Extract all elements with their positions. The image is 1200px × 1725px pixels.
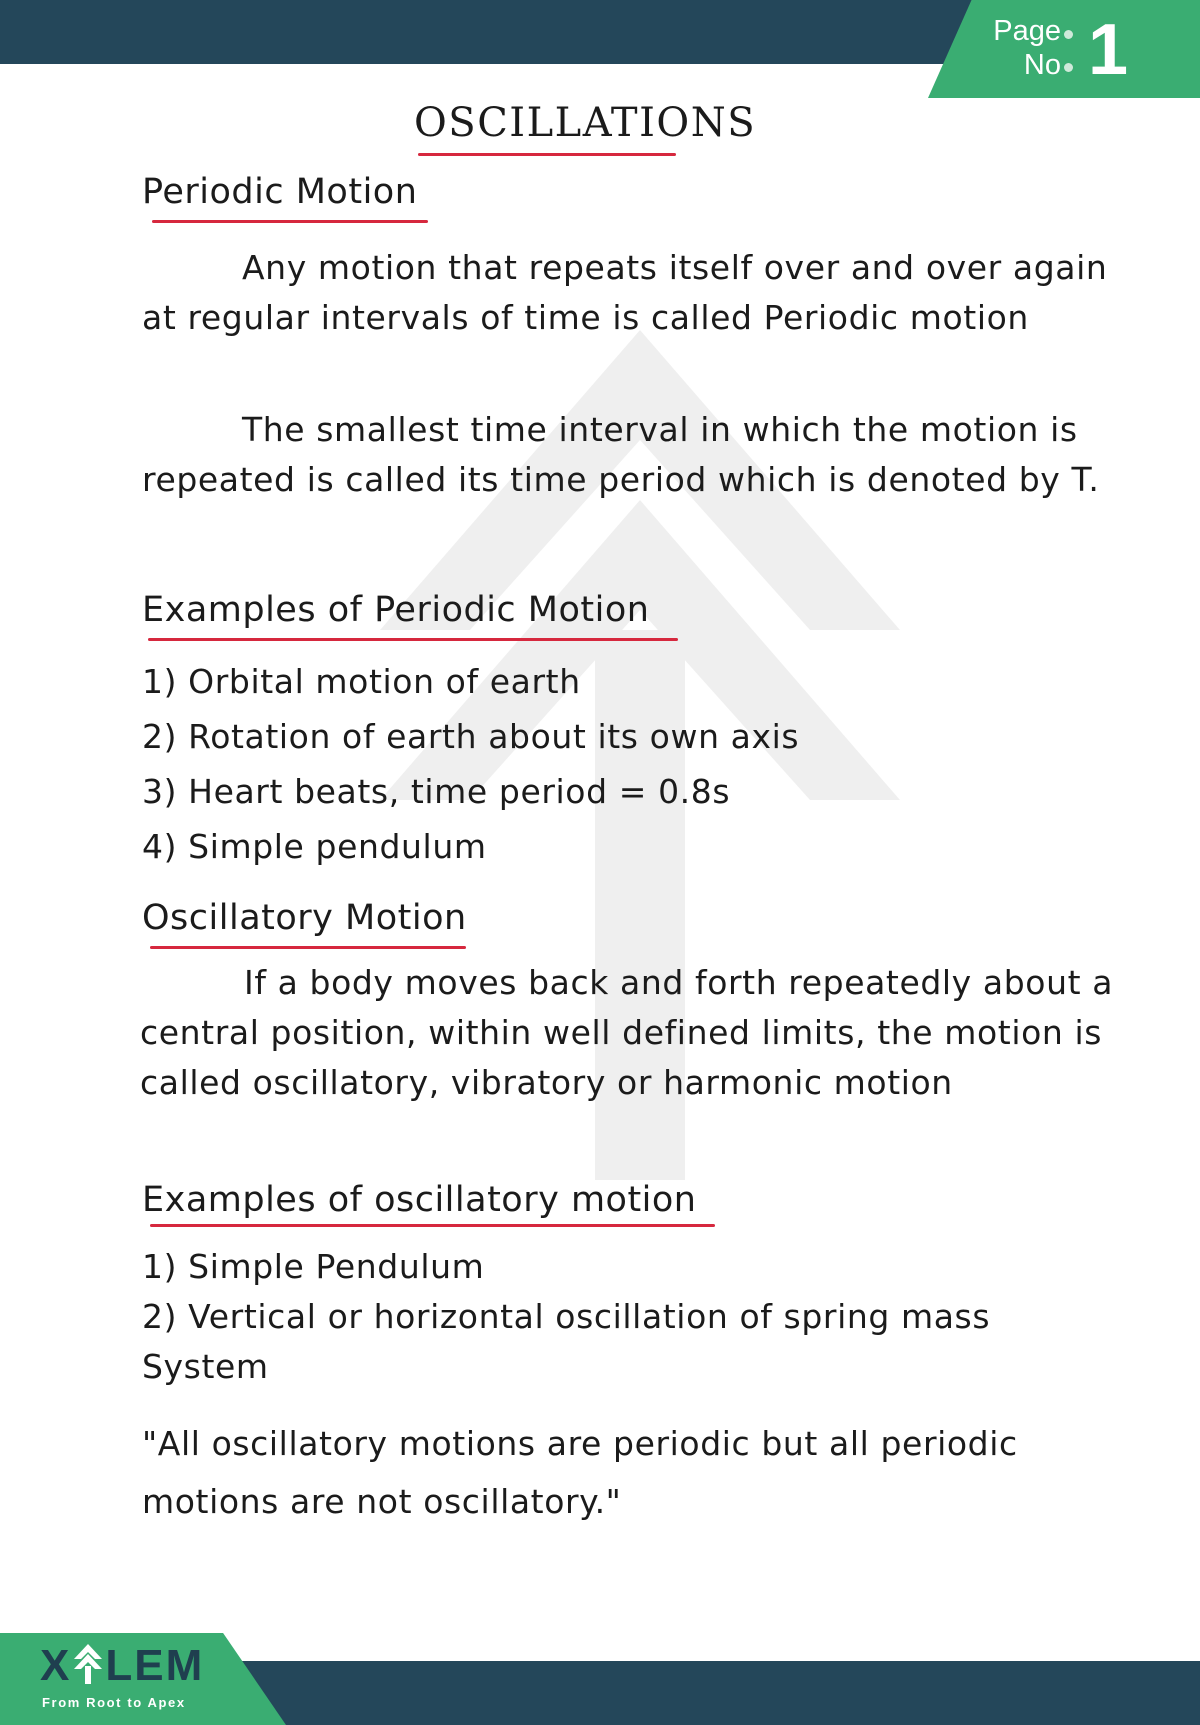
page-number: 1 — [1088, 10, 1129, 90]
heading-underline — [148, 638, 678, 641]
list-item: 2) Vertical or horizontal oscillation of spring mass System — [142, 1297, 991, 1386]
brand-tagline: From Root to Apex — [42, 1695, 186, 1710]
page-label-line2: No — [1023, 49, 1061, 81]
heading-underline — [150, 1224, 715, 1227]
heading-oscillatory-examples: Examples of oscillatory motion — [142, 1180, 697, 1220]
oscillatory-definition: If a body moves back and forth repeatedly about a central position, within well defined limits, the motion is called oscillatory, vibratory or harmonic motion — [140, 963, 1114, 1102]
heading-underline — [150, 946, 466, 949]
page-title: OSCILLATIONS — [414, 100, 757, 146]
leaf-logo-icon — [71, 1644, 105, 1684]
periodic-definition: Any motion that repeats itself over and over again at regular intervals of time is called Periodic motion — [142, 248, 1108, 337]
brand-logo-part: X — [40, 1641, 72, 1690]
list-item: 3) Heart beats, time period = 0.8s — [142, 772, 731, 811]
page-label-line1: Page — [993, 15, 1061, 47]
list-item: 1) Simple Pendulum — [142, 1247, 485, 1286]
summary-quote: "All oscillatory motions are periodic but all periodic motions are not oscillatory." — [142, 1424, 1018, 1521]
periodic-examples-list — [142, 654, 799, 874]
time-period-definition: The smallest time interval in which the motion is repeated is called its time period which is denoted by T. — [142, 410, 1100, 499]
list-item: 1) Orbital motion of earth — [142, 662, 581, 701]
list-item: 2) Rotation of earth about its own axis — [142, 717, 800, 756]
page-label — [983, 14, 1061, 82]
heading-underline — [152, 220, 428, 223]
heading-periodic-motion: Periodic Motion — [142, 172, 418, 212]
list-item: 4) Simple pendulum — [142, 827, 487, 866]
brand-logo — [40, 1641, 205, 1690]
title-underline — [418, 153, 676, 156]
heading-oscillatory-motion: Oscillatory Motion — [142, 898, 467, 938]
brand-logo-part: LEM — [105, 1641, 205, 1690]
heading-periodic-examples: Examples of Periodic Motion — [142, 590, 650, 630]
page-label-dots — [1064, 30, 1073, 96]
oscillatory-examples-list — [142, 1242, 1122, 1392]
